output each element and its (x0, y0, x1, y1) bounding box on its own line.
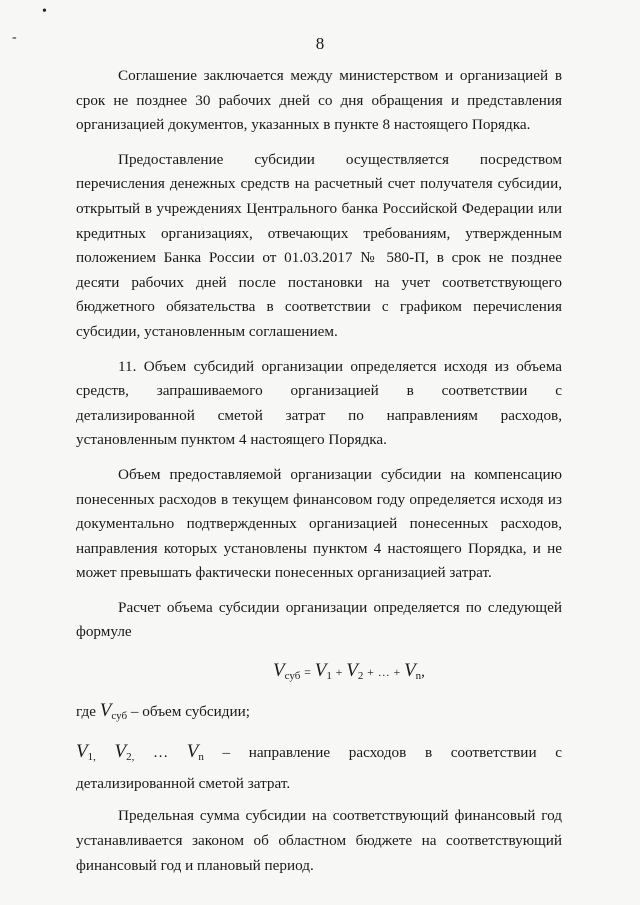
def-vn: $V_n$ (186, 741, 204, 764)
paragraph-compensation: Объем предоставляемой организации субсидии на компенсацию понесенных расходов в текущем финансовом году определяется исходя из документально подтвержденных организацией понесенных расходов, направления которых установлены пунктом 4 настоящего Порядка, и не может превышать фактически понесенных организацией затрат. (76, 465, 562, 582)
scan-mark-left: - (12, 30, 17, 45)
formula-ellipsis: … (377, 665, 390, 680)
formula (76, 659, 562, 689)
definition-directions (76, 740, 562, 796)
paragraph-calculation: Расчет объема субсидии организации определяется по следующей формуле (76, 598, 562, 641)
def-word-2: расходов (348, 744, 407, 762)
where-prefix: где (76, 702, 96, 720)
formula-vn-sub: n (415, 670, 422, 683)
where-text: – объем субсидии; (130, 702, 250, 720)
def-line-2: детализированной сметой затрат. (76, 774, 291, 792)
def-ellipsis: … (152, 744, 169, 762)
def-word-5: с (555, 744, 562, 762)
formula-vn-var: V (404, 660, 416, 682)
formula-lhs-sub: суб (284, 670, 301, 683)
page-number: 8 (315, 34, 325, 53)
def-word-1: направление (248, 744, 331, 762)
def-dash: – (222, 744, 231, 762)
formula-v1-sub: 1 (326, 670, 332, 683)
formula-v2-sub: 2 (357, 670, 364, 683)
where-var: V (99, 699, 112, 721)
formula-eq: = (304, 665, 311, 680)
def-v2: $V_{2,}$ (114, 741, 135, 764)
formula-v2-var: V (346, 660, 358, 682)
def-v1: $V_{1,}$ (76, 741, 96, 764)
formula-plus-2: + (367, 665, 374, 680)
formula-lhs-var: V (273, 660, 285, 682)
formula-plus-3: + (393, 665, 401, 680)
paragraph-limit: Предельная сумма субсидии на соответствующий финансовый год устанавливается законом об областном бюджете на соответствующий финансовый год и плановый период. (76, 807, 562, 874)
scan-mark-top: • (42, 4, 47, 19)
document-body (76, 64, 562, 888)
formula-v1-var: V (314, 660, 327, 682)
def-word-3: в (424, 744, 433, 762)
formula-end: , (421, 663, 425, 681)
formula-plus-1: + (335, 665, 343, 680)
paragraph-agreement: Соглашение заключается между министерством и организацией в срок не позднее 30 рабочих дней со дня обращения и представления организацией документов, указанных в пункте 8 настоящего Порядка. (76, 67, 562, 134)
paragraph-11-volume: 11. Объем субсидий организации определяется исходя из объема средств, запрашиваемого организацией в соответствии с детализированной сметой затрат по направлениям расходов, установленным пунктом 4 настоящего Порядка. (76, 357, 562, 449)
where-sub: суб (111, 709, 128, 722)
def-word-4: соответствии (450, 744, 537, 762)
definition-where (76, 699, 562, 729)
paragraph-subsidy-transfer: Предоставление субсидии осуществляется посредством перечисления денежных средств на расчетный счет получателя субсидии, открытый в учреждениях Центрального банка Российской Федерации или кредитных организациях, отвечающих требованиям, утвержденным положением Банка России от 01.03.2017 № 580-П, в срок не позднее десяти рабочих дней после постановки на учет соответствующего бюджетного обязательства в соответствии с графиком перечисления субсидии, установленным соглашением. (76, 150, 562, 340)
